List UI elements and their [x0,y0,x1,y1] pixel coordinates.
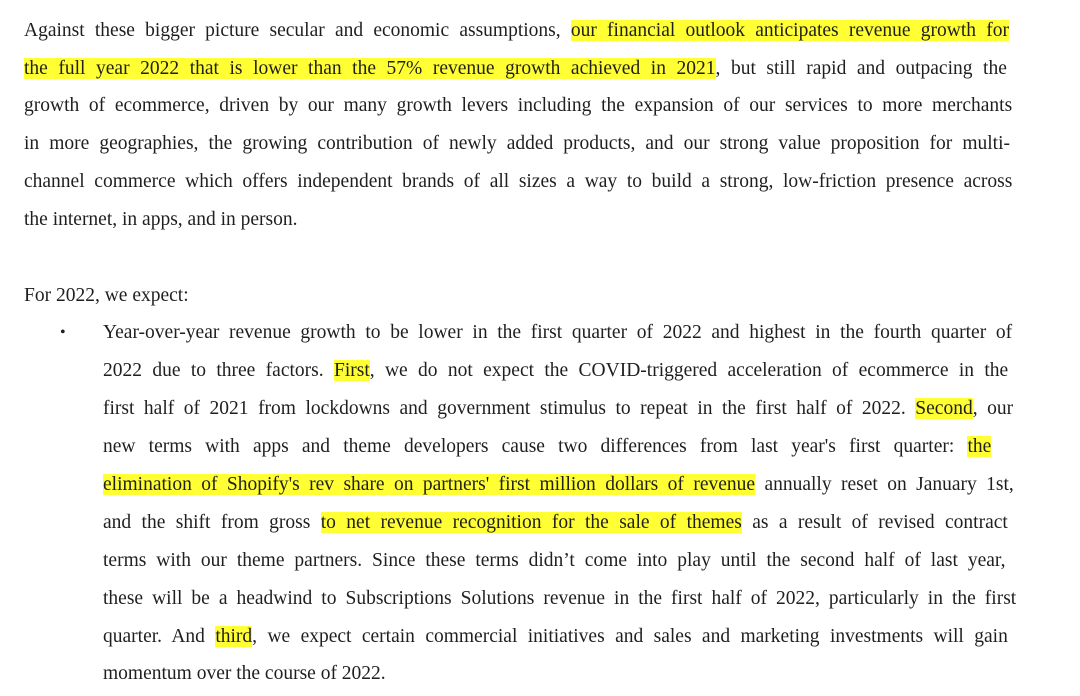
text-run: , we expect certain commercial initiatives and sales and marketing investments will gain [252,626,1008,647]
text-run: these will be a headwind to Subscriptions Solutions revenue in the first half of 2022, particularly in the first [103,588,1017,609]
text-run: For 2022, we expect: [24,285,189,306]
text-run: first half of 2021 from lockdowns and government stimulus to repeat in the first half of 2022. [103,398,916,419]
bullet-line [103,548,1041,574]
highlighted-text: the [967,436,992,457]
text-run: growth of ecommerce, driven by our many growth levers including the expansion of our services to more merchants [24,95,1013,116]
text-run: Year-over-year revenue growth to be lower in the first quarter of 2022 and highest in the fourth quarter of [103,322,1013,343]
text-run: , our [972,398,1014,419]
text-run: annually reset on January 1st, [755,474,1014,495]
text-run: and the shift from gross [103,512,321,533]
highlighted-text: third [215,626,253,647]
paragraph-1-line [24,18,1041,44]
text-run: terms with our theme partners. Since these terms didn’t come into play until the second half of last year, [103,550,1006,571]
text-run: , we do not expect the COVID-triggered acceleration of ecommerce in the [369,360,1009,381]
paragraph-1-line [24,131,1041,157]
intro-text [24,283,189,309]
text-run: 2022 due to three factors. [103,360,334,381]
text-run: Against these bigger picture secular and economic assumptions, [24,20,571,41]
text-run: new terms with apps and theme developers cause two differences from last year's first quarter: [103,436,968,457]
text-run: channel commerce which offers independent brands of all sizes a way to build a strong, low-friction presence across [24,171,1013,192]
highlighted-text: our financial outlook anticipates revenue growth for [570,20,1009,41]
highlighted-text: the full year 2022 that is lower than the 57% revenue growth achieved in 2021 [24,58,716,79]
paragraph-1-line [24,169,1041,195]
paragraph-1-line [24,93,1041,119]
text-run: momentum over the course of 2022. [103,663,386,684]
text-run: the internet, in apps, and in person. [24,209,298,230]
text-run: as a result of revised contract [741,512,1008,533]
highlighted-text: to net revenue recognition for the sale of themes [320,512,742,533]
paragraph-1-line [24,56,1041,82]
bullet-line [103,661,386,687]
bullet-line [103,358,1041,384]
bullet-line [103,624,1041,650]
bullet-line [103,434,1041,460]
highlighted-text: First [333,360,370,381]
bullet-line [103,510,1041,536]
bullet-line [103,586,1041,612]
bullet-line [103,472,1041,498]
bullet-marker: • [60,324,66,341]
text-run: quarter. And [103,626,216,647]
highlighted-text: Second [915,398,973,419]
paragraph-1-line [24,207,297,233]
bullet-line [103,320,1041,346]
text-run: , but still rapid and outpacing the [715,58,1007,79]
highlighted-text: elimination of Shopify's rev share on partners' first million dollars of revenue [103,474,756,495]
bullet-line [103,396,1041,422]
text-run: in more geographies, the growing contribution of newly added products, and our strong value proposition for multi- [24,133,1010,154]
